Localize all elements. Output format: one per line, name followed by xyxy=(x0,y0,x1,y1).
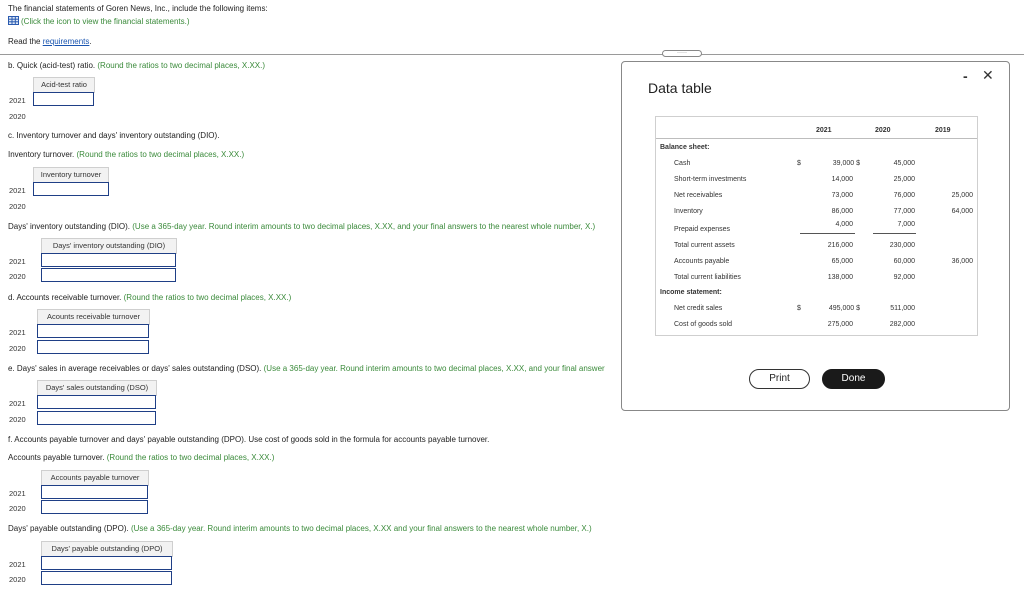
cell-2020: 92,000 xyxy=(893,274,915,281)
subtotal-rule xyxy=(873,233,916,234)
row-label: Prepaid expenses xyxy=(674,226,731,233)
row-label: Accounts payable xyxy=(674,258,730,265)
inventory-turnover-header: Inventory turnover xyxy=(33,167,109,183)
expand-handle[interactable]: ····· xyxy=(662,50,702,57)
dio-instruction: (Use a 365-day year. Round interim amounts to two decimal places, X.XX, and your final answers to the nearest whole number, X.) xyxy=(132,222,596,231)
year-label: 2021 xyxy=(9,328,26,337)
year-label: 2020 xyxy=(9,504,26,513)
cell-2020: 60,000 xyxy=(893,258,915,265)
table-icon[interactable] xyxy=(8,16,19,25)
subtotal-rule xyxy=(800,233,855,234)
requirements-link[interactable]: requirements xyxy=(42,37,90,46)
year-label: 2020 xyxy=(9,344,26,353)
row-label: Cash xyxy=(674,160,691,167)
read-suffix: . xyxy=(89,37,92,46)
cell-2019: 25,000 xyxy=(951,192,973,199)
year-label: 2021 xyxy=(9,489,26,498)
section-b-title xyxy=(8,61,265,70)
year-label: 2021 xyxy=(9,96,26,105)
dso-2020-input[interactable] xyxy=(37,411,156,425)
row-label: Total current liabilities xyxy=(674,274,741,281)
read-requirements xyxy=(8,37,92,46)
dpo-label: Days' payable outstanding (DPO). xyxy=(8,524,129,533)
section-d-instruction: (Round the ratios to two decimal places, X.XX.) xyxy=(123,293,292,302)
cell-2020: 230,000 xyxy=(889,242,915,249)
dso-header: Days' sales outstanding (DSO) xyxy=(37,380,157,396)
cell-2020: 77,000 xyxy=(893,208,915,215)
print-button[interactable]: Print xyxy=(749,369,810,389)
done-button[interactable]: Done xyxy=(822,369,885,389)
inventory-turnover-label: Inventory turnover. xyxy=(8,150,75,159)
section-e-title xyxy=(8,364,621,373)
cell-2021: 275,000 xyxy=(827,321,853,328)
dio-header: Days' inventory outstanding (DIO) xyxy=(41,238,177,254)
dpo-title xyxy=(8,524,592,533)
ap-turnover-2020-input[interactable] xyxy=(41,500,148,514)
row-label: Short-term investments xyxy=(674,176,747,183)
cell-2021: 138,000 xyxy=(827,274,853,281)
cell-2020: 7,000 xyxy=(897,221,915,228)
section-b-instruction: (Round the ratios to two decimal places, X.XX.) xyxy=(97,61,266,70)
financial-data-table xyxy=(655,116,978,336)
divider xyxy=(0,54,1024,55)
row-label: Net credit sales xyxy=(674,305,723,312)
column-header-2019: 2019 xyxy=(935,127,951,134)
section-d-label: d. Accounts receivable turnover. xyxy=(8,293,122,302)
section-f-title: f. Accounts payable turnover and days' payable outstanding (DPO). Use cost of goods sold in the formula for accounts payable turnover. xyxy=(8,435,490,444)
minimize-icon[interactable]: - xyxy=(963,68,968,84)
cell-2021: 65,000 xyxy=(831,258,853,265)
cell-2021: 39,000 $ xyxy=(832,160,860,167)
row-label: Cost of goods sold xyxy=(674,321,732,328)
header-rule xyxy=(656,138,977,139)
intro-text: The financial statements of Goren News, Inc., include the following items: xyxy=(8,4,268,13)
year-label: 2021 xyxy=(9,399,26,408)
cell-2021: 4,000 xyxy=(835,221,853,228)
close-icon[interactable]: ✕ xyxy=(982,67,994,83)
balance-sheet-label: Balance sheet: xyxy=(660,144,710,151)
income-statement-label: Income statement: xyxy=(660,289,722,296)
acid-test-header: Acid-test ratio xyxy=(33,77,95,93)
dio-2021-input[interactable] xyxy=(41,253,176,267)
dpo-instruction: (Use a 365-day year. Round interim amounts to two decimal places, X.XX and your final answers to the nearest whole number, X.) xyxy=(130,524,592,533)
cell-2021: 73,000 xyxy=(831,192,853,199)
year-label: 2020 xyxy=(9,415,26,424)
section-e-label: e. Days' sales in average receivables or days' sales outstanding (DSO). xyxy=(8,364,262,373)
section-d-title xyxy=(8,293,291,302)
dio-2020-input[interactable] xyxy=(41,268,176,282)
year-label: 2021 xyxy=(9,257,26,266)
cell-2020: 45,000 xyxy=(893,160,915,167)
dso-2021-input[interactable] xyxy=(37,395,156,409)
cell-2020: 282,000 xyxy=(889,321,915,328)
year-label: 2021 xyxy=(9,560,26,569)
read-prefix: Read the xyxy=(8,37,43,46)
row-label: Total current assets xyxy=(674,242,735,249)
ap-turnover-label: Accounts payable turnover. xyxy=(8,453,105,462)
ar-turnover-2020-input[interactable] xyxy=(37,340,149,354)
ap-turnover-instruction: (Round the ratios to two decimal places, X.XX.) xyxy=(106,453,275,462)
dollar-sign: $ xyxy=(797,305,801,312)
row-label: Inventory xyxy=(674,208,703,215)
cell-2020: 511,000 xyxy=(890,305,915,312)
ar-turnover-2021-input[interactable] xyxy=(37,324,149,338)
inventory-turnover-instruction: (Round the ratios to two decimal places, X.XX.) xyxy=(76,150,245,159)
year-label: 2020 xyxy=(9,202,26,211)
ap-turnover-header: Accounts payable turnover xyxy=(41,470,149,486)
cell-2019: 36,000 xyxy=(951,258,973,265)
row-label: Net receivables xyxy=(674,192,723,199)
cell-2020: 25,000 xyxy=(893,176,915,183)
dpo-2021-input[interactable] xyxy=(41,556,172,570)
cell-2019: 64,000 xyxy=(951,208,973,215)
data-table-modal xyxy=(621,61,1010,411)
dpo-2020-input[interactable] xyxy=(41,571,172,585)
column-header-2021: 2021 xyxy=(816,127,832,134)
cell-2021: 495,000 $ xyxy=(828,305,860,312)
modal-title: Data table xyxy=(648,80,712,96)
ar-turnover-header: Acounts receivable turnover xyxy=(37,309,150,325)
dio-label: Days' inventory outstanding (DIO). xyxy=(8,222,131,231)
cell-2021: 86,000 xyxy=(831,208,853,215)
section-c-title: c. Inventory turnover and days' inventory outstanding (DIO). xyxy=(8,131,220,140)
financial-statements-link[interactable] xyxy=(8,16,190,26)
year-label: 2020 xyxy=(9,272,26,281)
section-b-label: b. Quick (acid-test) ratio. xyxy=(8,61,96,70)
year-label: 2020 xyxy=(9,112,26,121)
ap-turnover-2021-input[interactable] xyxy=(41,485,148,499)
inventory-turnover-title xyxy=(8,150,244,159)
cell-2021: 216,000 xyxy=(827,242,853,249)
dollar-sign: $ xyxy=(797,160,801,167)
cell-2021: 14,000 xyxy=(831,176,853,183)
cell-2020: 76,000 xyxy=(893,192,915,199)
icon-instruction: (Click the icon to view the financial statements.) xyxy=(21,17,190,26)
inventory-turnover-2021-input[interactable] xyxy=(33,182,109,196)
year-label: 2020 xyxy=(9,575,26,584)
column-header-2020: 2020 xyxy=(875,127,891,134)
dio-title xyxy=(8,222,595,231)
acid-test-2021-input[interactable] xyxy=(33,92,94,106)
section-e-instruction: (Use a 365-day year. Round interim amounts to two decimal places, X.XX, and your final answer xyxy=(263,364,605,373)
ap-turnover-title xyxy=(8,453,274,462)
year-label: 2021 xyxy=(9,186,26,195)
dpo-header: Days' payable outstanding (DPO) xyxy=(41,541,173,557)
